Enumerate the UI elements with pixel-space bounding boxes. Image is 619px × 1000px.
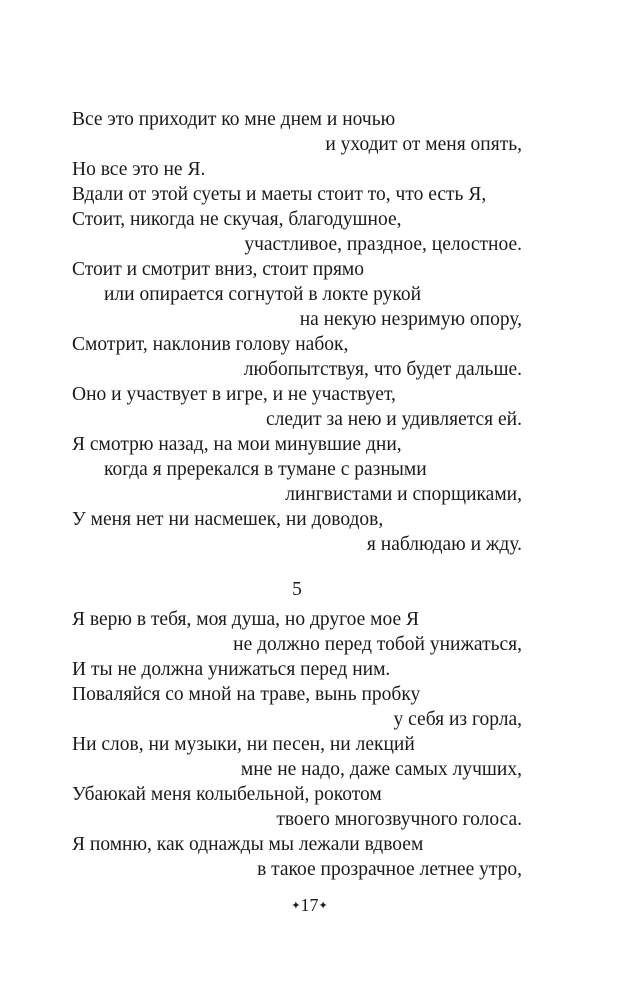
verse-line: Я помню, как однажды мы лежали вдвоем [72,834,424,855]
verse-line: Смотрит, наклонив голову набок, [72,334,349,355]
verse-line: Вдали от этой суеты и маеты стоит то, что есть Я, [72,184,487,205]
verse-line: на некую незримую опору, [299,309,522,330]
verse-line: у себя из горла, [393,709,522,730]
verse-line: лингвистами и спорщиками, [285,484,522,505]
stanza-1 [72,107,522,557]
verse-line: Но все это не Я. [72,159,206,180]
verse-line: я наблюдаю и жду. [366,534,522,555]
ornament-left-icon: ✦ [291,900,301,912]
verse-line: Стоит и смотрит вниз, стоит прямо [72,259,365,280]
verse-line: И ты не должна унижаться перед ним. [72,659,391,680]
verse-line: или опирается согнутой в локте рукой [104,284,422,305]
verse-line: Все это приходит ко мне днем и ночью [72,109,396,130]
verse-line: Я смотрю назад, на мои минувшие дни, [72,434,402,455]
ornament-right-icon: ✦ [318,900,328,912]
section-number: 5 [292,579,302,600]
verse-line: следит за нею и удивляется ей. [265,409,522,430]
verse-line: Ни слов, ни музыки, ни песен, ни лекций [72,734,415,755]
verse-line: Стоит, никогда не скучая, благодушное, [72,209,402,230]
verse-line: Оно и участвует в игре, и не участвует, [72,384,396,405]
verse-line: Убаюкай меня колыбельной, рокотом [72,784,382,805]
verse-line: Поваляйся со мной на траве, вынь пробку [72,684,421,705]
verse-line: в такое прозрачное летнее утро, [257,859,522,880]
page-footer [0,893,619,919]
verse-line: не должно перед тобой унижаться, [233,634,522,655]
page-number: 17 [300,895,319,915]
verse-line: любопытствуя, что будет дальше. [243,359,522,380]
verse-line: участливое, праздное, целостное. [244,234,522,255]
verse-line: когда я пререкался в тумане с разными [104,459,427,480]
verse-line: твоего многозвучного голоса. [276,809,522,830]
verse-line: У меня нет ни насмешек, ни доводов, [72,509,384,530]
verse-line: мне не надо, даже самых лучших, [240,759,522,780]
stanza-2 [72,607,522,882]
verse-line: и уходит от меня опять, [325,134,522,155]
verse-line: Я верю в тебя, моя душа, но другое мое Я [72,609,420,630]
